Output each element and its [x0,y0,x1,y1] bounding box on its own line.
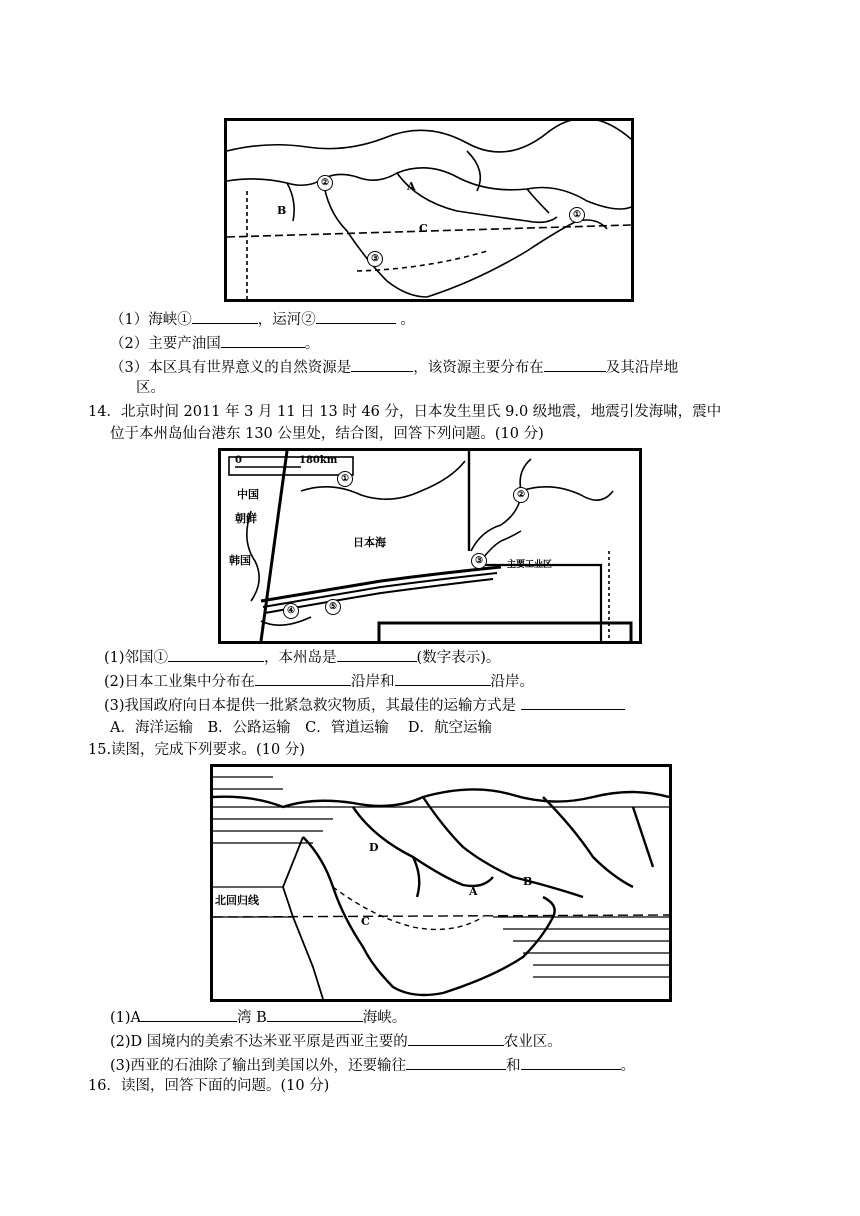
q15-stem: 15.读图，完成下列要求。(10 分) [88,742,305,758]
q14-answer-3 [104,694,625,716]
q14-a3-text: (3)我国政府向日本提供一批紧急救灾物质，其最佳的运输方式是 [104,698,517,714]
q13-l2-text-a: （2）主要产油国 [110,336,221,352]
q14-answer-1 [104,646,500,668]
blank-canal-2[interactable] [316,308,396,324]
blank-oil-destination-2[interactable] [521,1054,621,1070]
blank-industry-coast-2[interactable] [395,670,491,686]
q15-a1-text-b: 湾 B [237,1010,267,1026]
west-asia-map [210,764,672,1002]
blank-honshu-number[interactable] [337,646,417,662]
q13-l1-text-a: （1）海峡① [110,312,192,328]
q15-a3-text-a: (3)西亚的石油除了输出到美国以外，还要输往 [110,1058,407,1074]
map3-label-b: B [523,875,533,888]
q14-options: A．海洋运输 B．公路运输 C．管道运输 D．航空运输 [110,720,492,736]
blank-resource-area[interactable] [544,356,606,372]
q13-l2-text-b: 。 [304,336,320,352]
map2-label-south-korea: 韩国 [229,554,251,567]
q15-a1-text-c: 海峡。 [362,1010,407,1026]
map2-marker-2: ② [513,487,529,503]
q13-l3-text-c: 及其沿岸地 [605,360,679,376]
map1-marker-1: ① [569,207,585,223]
q15-answer-2 [110,1030,562,1052]
q13-l3-text-b: ，该资源主要分布在 [413,360,544,376]
q14-a2-text-b: 沿岸和 [351,674,395,690]
q13-line-4: 区。 [136,380,165,396]
q16-stem: 16．读图，回答下面的问题。(10 分) [88,1078,330,1094]
japan-map [218,448,642,644]
q14-a2-text-c: 沿岸。 [490,674,535,690]
map2-label-sea-of-japan: 日本海 [353,536,386,549]
blank-oil-destination-1[interactable] [406,1054,506,1070]
map1-marker-3: ③ [367,251,383,267]
q14-a2-text-a: (2)日本工业集中分布在 [104,674,256,690]
map3-label-d: D [369,841,379,854]
q14-answer-2 [104,670,534,692]
blank-gulf-a[interactable] [141,1006,237,1022]
map2-label-north-korea: 朝鲜 [235,512,257,525]
map3-label-c: C [361,915,370,928]
map3-label-tropic-of-cancer: 北回归线 [215,894,259,907]
q15-a3-text-c: 。 [620,1058,636,1074]
q13-l3-text-a: （3）本区具有世界意义的自然资源是 [110,360,352,376]
map1-label-a: A [407,180,416,193]
q15-a2-text-b: 农业区。 [503,1034,562,1050]
blank-strait-1[interactable] [192,308,258,324]
map1-label-c: C [419,222,428,235]
q13-line-3 [110,356,678,378]
map2-label-china: 中国 [237,488,259,501]
q15-a1-text-a: (1)A [110,1010,142,1026]
q14-a1-text-b: ，本州岛是 [264,650,337,666]
q13-line-1 [110,308,415,330]
map1-label-b: B [277,204,287,217]
q14-a1-text-c: (数字表示)。 [416,650,501,666]
q15-answer-1 [110,1006,406,1028]
q13-line-2 [110,332,319,354]
blank-oil-country[interactable] [221,332,305,348]
q13-l1-text-c: 。 [395,312,415,328]
q15-answer-3 [110,1054,635,1076]
map1-marker-2: ② [317,175,333,191]
blank-strait-b[interactable] [267,1006,363,1022]
map2-marker-1: ① [337,471,353,487]
middle-east-map-1 [224,118,634,302]
blank-neighbor-1[interactable] [168,646,264,662]
blank-agriculture-type[interactable] [408,1030,504,1046]
q13-l1-text-b: ，运河② [257,312,316,328]
map3-label-a: A [469,885,478,898]
map2-marker-4: ④ [283,603,299,619]
q14-stem-2: 位于本州岛仙台港东 130 公里处，结合图，回答下列问题。(10 分) [110,426,544,442]
map2-marker-5: ⑤ [325,599,341,615]
map2-scale-km: 180km [299,455,338,466]
q14-a1-text-a: (1)邻国① [104,650,169,666]
map2-scale-zero: 0 [235,455,242,466]
q14-stem-1: 14．北京时间 2011 年 3 月 11 日 13 时 46 分，日本发生里氏 9.0 级地震，地震引发海啸，震中 [88,404,722,420]
q15-a3-text-b: 和 [506,1058,521,1074]
q15-a2-text-a: (2)D 国境内的美索不达米亚平原是西亚主要的 [110,1034,408,1050]
blank-transport-mode[interactable] [521,694,625,710]
map2-label-industrial-zone: 主要工业区 [507,560,553,570]
map3-outline [213,767,669,999]
map2-marker-3: ③ [471,553,487,569]
blank-resource[interactable] [351,356,413,372]
blank-industry-coast-1[interactable] [255,670,351,686]
